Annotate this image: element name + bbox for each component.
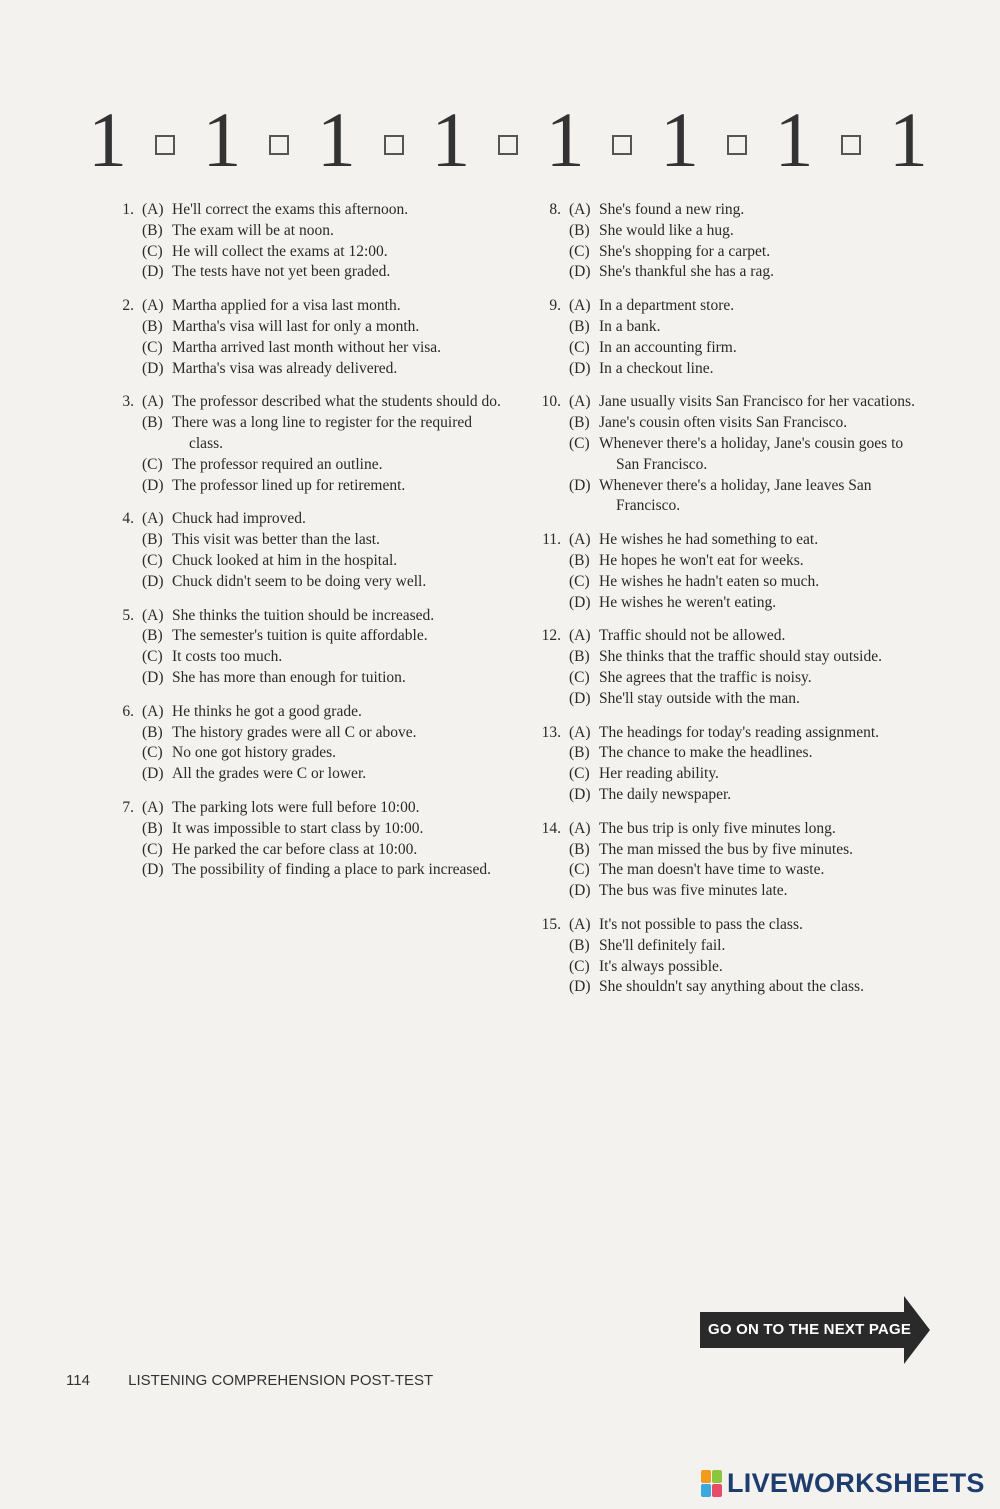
answer-option[interactable] — [535, 338, 930, 359]
question-number: 13. — [541, 723, 561, 741]
answer-option[interactable] — [108, 242, 508, 263]
option-letter: (B) — [569, 221, 590, 239]
answer-option[interactable] — [535, 359, 930, 380]
answer-option[interactable] — [108, 626, 508, 647]
question-number — [535, 936, 569, 957]
option-letter: (C) — [569, 242, 590, 260]
question-number — [535, 881, 569, 902]
question-number: 15. — [541, 915, 561, 933]
question-number — [108, 476, 142, 497]
logo-square — [712, 1470, 722, 1483]
liveworksheets-logo-icon — [701, 1470, 723, 1498]
option-letter: (C) — [142, 840, 163, 858]
option-letter: (C) — [142, 242, 163, 260]
question — [108, 606, 508, 689]
questions-column-left — [108, 200, 508, 894]
option-text: She'll stay outside with the man. — [599, 689, 800, 707]
option-text: He will collect the exams at 12:00. — [172, 242, 388, 260]
question-number — [535, 359, 569, 380]
question — [535, 915, 930, 998]
option-letter: (B) — [142, 819, 163, 837]
option-letter: (C) — [142, 455, 163, 473]
answer-option[interactable] — [535, 915, 930, 936]
option-text: The history grades were all C or above. — [172, 723, 417, 741]
option-letter: (D) — [569, 882, 591, 900]
answer-option[interactable] — [535, 530, 930, 551]
question-number — [108, 743, 142, 764]
banner-numeral: 1 — [545, 96, 585, 183]
question-number — [108, 764, 142, 785]
question-number — [535, 221, 569, 242]
question — [535, 723, 930, 806]
logo-square — [701, 1484, 711, 1497]
banner-numeral: 1 — [431, 96, 471, 183]
answer-option[interactable] — [108, 509, 508, 530]
question-number — [535, 860, 569, 881]
answer-option[interactable] — [108, 262, 508, 283]
option-letter: (C) — [569, 434, 590, 452]
question-number — [108, 338, 142, 359]
option-text: He thinks he got a good grade. — [172, 702, 362, 720]
option-letter: (B) — [569, 744, 590, 762]
answer-option[interactable] — [535, 881, 930, 902]
question — [108, 509, 508, 592]
question-number: 12. — [541, 627, 561, 645]
question-number — [108, 551, 142, 572]
question-number — [108, 819, 142, 840]
option-text: He'll correct the exams this afternoon. — [172, 201, 409, 218]
liveworksheets-brand: LIVEWORKSHEETS — [727, 1468, 985, 1498]
answer-option[interactable] — [108, 530, 508, 551]
answer-option[interactable] — [535, 957, 930, 978]
question — [535, 200, 930, 283]
question-number — [108, 242, 142, 263]
answer-option[interactable] — [535, 626, 930, 647]
question — [108, 702, 508, 785]
option-text: In an accounting firm. — [599, 338, 737, 356]
question-number: 10. — [541, 393, 561, 411]
question-number — [108, 221, 142, 242]
option-text: It's not possible to pass the class. — [599, 915, 803, 933]
option-letter: (B) — [142, 414, 163, 432]
answer-option[interactable] — [535, 647, 930, 668]
option-text: The professor lined up for retirement. — [172, 476, 406, 494]
question-number: 4. — [122, 510, 134, 528]
question — [108, 798, 508, 881]
option-text: The possibility of finding a place to park increased. — [172, 861, 491, 879]
option-letter: (A) — [142, 393, 164, 411]
option-letter: (A) — [569, 393, 591, 411]
answer-option[interactable] — [108, 296, 508, 317]
logo-square — [701, 1470, 711, 1483]
option-letter: (B) — [142, 723, 163, 741]
answer-option[interactable] — [535, 785, 930, 806]
question-number: 14. — [541, 819, 561, 837]
option-letter: (A) — [569, 201, 591, 218]
question-number: 3. — [122, 393, 134, 411]
answer-option[interactable] — [535, 668, 930, 689]
question-number — [535, 647, 569, 668]
option-letter: (C) — [569, 861, 590, 879]
option-letter: (A) — [569, 915, 591, 933]
banner-numeral: 1 — [774, 96, 814, 183]
answer-option[interactable] — [535, 572, 930, 593]
banner-numeral: 1 — [316, 96, 356, 183]
answer-option[interactable] — [108, 798, 508, 819]
option-letter: (A) — [569, 627, 591, 645]
option-letter: (C) — [142, 648, 163, 666]
option-text: In a department store. — [599, 297, 735, 315]
option-letter: (C) — [569, 338, 590, 356]
question-number — [535, 689, 569, 710]
option-letter: (D) — [142, 476, 164, 494]
question-number — [535, 413, 569, 434]
question — [108, 392, 508, 496]
option-letter: (A) — [569, 531, 591, 549]
option-text: The chance to make the headlines. — [599, 744, 813, 762]
question-number — [535, 977, 569, 998]
answer-option[interactable] — [108, 317, 508, 338]
option-letter: (B) — [569, 414, 590, 432]
question-number — [535, 764, 569, 785]
question-number: 11. — [542, 531, 561, 549]
option-text: Martha applied for a visa last month. — [172, 297, 401, 315]
question — [108, 200, 508, 283]
banner-square-icon — [612, 135, 632, 155]
answer-option[interactable] — [108, 702, 508, 723]
option-letter: (D) — [142, 359, 164, 377]
question-number — [535, 785, 569, 806]
answer-option[interactable] — [108, 392, 508, 413]
answer-option[interactable] — [108, 840, 508, 861]
question-number — [108, 647, 142, 668]
answer-option[interactable] — [535, 936, 930, 957]
option-text: Jane usually visits San Francisco for her vacations. — [599, 393, 915, 411]
option-text: The headings for today's reading assignment. — [599, 723, 879, 741]
option-letter: (A) — [142, 201, 164, 218]
answer-option[interactable] — [108, 819, 508, 840]
answer-option[interactable] — [535, 977, 930, 998]
answer-option[interactable] — [535, 317, 930, 338]
option-letter: (D) — [142, 263, 164, 281]
option-text: The daily newspaper. — [599, 785, 732, 803]
answer-option[interactable] — [108, 764, 508, 785]
option-letter: (C) — [142, 338, 163, 356]
question-number — [535, 262, 569, 283]
question — [108, 296, 508, 379]
question-number — [535, 840, 569, 861]
option-text: This visit was better than the last. — [172, 531, 380, 549]
option-letter: (A) — [569, 723, 591, 741]
option-text: He wishes he weren't eating. — [599, 593, 777, 611]
answer-option[interactable] — [535, 840, 930, 861]
answer-option[interactable] — [108, 860, 508, 881]
answer-option[interactable] — [108, 200, 508, 221]
answer-option[interactable] — [535, 242, 930, 263]
question-number — [535, 743, 569, 764]
answer-option[interactable] — [535, 392, 930, 413]
option-letter: (C) — [142, 551, 163, 569]
option-letter: (A) — [569, 819, 591, 837]
option-letter: (C) — [569, 765, 590, 783]
option-text: In a bank. — [599, 317, 661, 335]
answer-option[interactable] — [535, 200, 930, 221]
banner-numeral: 1 — [202, 96, 242, 183]
option-text: Chuck had improved. — [172, 510, 306, 528]
option-text: She thinks the tuition should be increased. — [172, 606, 435, 624]
option-text: He wishes he hadn't eaten so much. — [599, 572, 820, 590]
question-number — [108, 840, 142, 861]
answer-option[interactable] — [535, 860, 930, 881]
option-text: Traffic should not be allowed. — [599, 627, 786, 645]
option-letter: (D) — [569, 593, 591, 611]
answer-option[interactable] — [535, 476, 930, 518]
option-text: It's always possible. — [599, 957, 723, 975]
option-letter: (A) — [142, 510, 164, 528]
option-letter: (B) — [142, 221, 163, 239]
section-banner — [88, 96, 928, 183]
option-letter: (B) — [142, 317, 163, 335]
page-footer — [66, 1372, 433, 1389]
question-number — [535, 551, 569, 572]
option-text: The parking lots were full before 10:00. — [172, 798, 420, 816]
option-text: She's shopping for a carpet. — [599, 242, 771, 260]
question — [535, 296, 930, 379]
option-text: It was impossible to start class by 10:00. — [172, 819, 424, 837]
answer-option[interactable] — [108, 551, 508, 572]
option-letter: (D) — [569, 978, 591, 996]
question-number — [535, 434, 569, 476]
next-page-button[interactable] — [700, 1296, 932, 1364]
option-text: The man doesn't have time to waste. — [599, 861, 825, 879]
option-text: The man missed the bus by five minutes. — [599, 840, 853, 858]
option-text: The tests have not yet been graded. — [172, 263, 391, 281]
answer-option[interactable] — [535, 262, 930, 283]
answer-option[interactable] — [108, 455, 508, 476]
question-number — [535, 957, 569, 978]
question-number — [535, 593, 569, 614]
option-text: It costs too much. — [172, 648, 283, 666]
option-text: He wishes he had something to eat. — [599, 531, 819, 549]
option-text: She's found a new ring. — [599, 201, 745, 218]
option-text: No one got history grades. — [172, 744, 337, 762]
option-letter: (D) — [142, 668, 164, 686]
question — [535, 392, 930, 517]
option-text: The professor required an outline. — [172, 455, 383, 473]
question-number — [108, 317, 142, 338]
question-number: 2. — [122, 297, 134, 315]
question — [535, 530, 930, 613]
question — [535, 626, 930, 709]
question-number: 6. — [122, 702, 134, 720]
banner-square-icon — [384, 135, 404, 155]
banner-square-icon — [498, 135, 518, 155]
question-number — [535, 668, 569, 689]
option-letter: (D) — [569, 689, 591, 707]
answer-option[interactable] — [108, 476, 508, 497]
answer-option[interactable] — [535, 296, 930, 317]
answer-option[interactable] — [535, 743, 930, 764]
option-text: She shouldn't say anything about the class. — [599, 978, 864, 996]
question — [535, 819, 930, 902]
option-letter: (D) — [569, 263, 591, 281]
option-letter: (C) — [569, 572, 590, 590]
option-text: There was a long line to register for the required class. — [172, 414, 472, 452]
option-text: Chuck didn't seem to be doing very well. — [172, 572, 427, 590]
question-number — [108, 413, 142, 455]
option-text: She'll definitely fail. — [599, 936, 726, 954]
question-number — [535, 476, 569, 518]
answer-option[interactable] — [108, 359, 508, 380]
liveworksheets-watermark — [701, 1468, 985, 1499]
banner-square-icon — [269, 135, 289, 155]
question-number — [108, 455, 142, 476]
answer-option[interactable] — [535, 413, 930, 434]
option-letter: (A) — [142, 297, 164, 315]
option-letter: (D) — [569, 476, 591, 494]
question-number: 7. — [122, 798, 134, 816]
page-number: 114 — [66, 1372, 90, 1389]
answer-option[interactable] — [108, 743, 508, 764]
option-text: The exam will be at noon. — [172, 221, 334, 239]
answer-option[interactable] — [108, 647, 508, 668]
option-text: She agrees that the traffic is noisy. — [599, 668, 812, 686]
option-letter: (B) — [569, 936, 590, 954]
option-text: Her reading ability. — [599, 765, 719, 783]
option-text: She thinks that the traffic should stay outside. — [599, 648, 882, 666]
option-letter: (C) — [142, 744, 163, 762]
option-text: In a checkout line. — [599, 359, 714, 377]
option-letter: (D) — [142, 765, 164, 783]
option-text: Whenever there's a holiday, Jane's cousin goes to San Francisco. — [599, 434, 904, 473]
answer-option[interactable] — [535, 551, 930, 572]
option-text: Martha arrived last month without her visa. — [172, 338, 442, 356]
answer-option[interactable] — [535, 434, 930, 476]
question-number — [108, 530, 142, 551]
question-number — [108, 359, 142, 380]
banner-square-icon — [841, 135, 861, 155]
question-number — [108, 262, 142, 283]
banner-numeral: 1 — [88, 96, 127, 183]
question-number — [108, 723, 142, 744]
question-number: 1. — [122, 201, 134, 218]
option-text: Martha's visa was already delivered. — [172, 359, 398, 377]
option-text: Martha's visa will last for only a month. — [172, 317, 420, 335]
option-letter: (D) — [142, 572, 164, 590]
question-number — [535, 242, 569, 263]
option-letter: (B) — [569, 840, 590, 858]
option-letter: (B) — [142, 627, 163, 645]
option-letter: (B) — [569, 317, 590, 335]
question-number — [108, 626, 142, 647]
answer-option[interactable] — [108, 668, 508, 689]
option-text: The bus was five minutes late. — [599, 882, 788, 900]
banner-square-icon — [155, 135, 175, 155]
answer-option[interactable] — [108, 723, 508, 744]
answer-option[interactable] — [108, 338, 508, 359]
answer-option[interactable] — [108, 221, 508, 242]
option-text: The semester's tuition is quite affordable. — [172, 627, 428, 645]
answer-option[interactable] — [535, 593, 930, 614]
question-number — [535, 572, 569, 593]
option-text: He hopes he won't eat for weeks. — [599, 551, 804, 569]
option-letter: (D) — [569, 785, 591, 803]
option-letter: (A) — [569, 297, 591, 315]
option-letter: (C) — [569, 668, 590, 686]
option-letter: (B) — [142, 531, 163, 549]
question-number — [535, 338, 569, 359]
answer-option[interactable] — [108, 606, 508, 627]
option-text: All the grades were C or lower. — [172, 765, 367, 783]
question-number — [108, 668, 142, 689]
answer-option[interactable] — [108, 413, 508, 455]
questions-column-right — [535, 200, 930, 1011]
option-letter: (B) — [569, 551, 590, 569]
question-number: 9. — [549, 297, 561, 315]
answer-option[interactable] — [535, 723, 930, 744]
answer-option[interactable] — [108, 572, 508, 593]
section-title: LISTENING COMPREHENSION POST-TEST — [128, 1372, 434, 1389]
question-number: 8. — [549, 201, 561, 218]
option-text: She would like a hug. — [599, 221, 734, 239]
question-number: 5. — [122, 606, 134, 624]
question-number — [108, 860, 142, 881]
option-text: She's thankful she has a rag. — [599, 263, 774, 281]
option-letter: (D) — [569, 359, 591, 377]
question-number — [535, 317, 569, 338]
question-number — [108, 572, 142, 593]
option-text: The bus trip is only five minutes long. — [599, 819, 836, 837]
banner-square-icon — [727, 135, 747, 155]
answer-option[interactable] — [535, 819, 930, 840]
option-text: She has more than enough for tuition. — [172, 668, 406, 686]
option-text: Whenever there's a holiday, Jane leaves San Francisco. — [599, 476, 872, 515]
option-letter: (B) — [569, 648, 590, 666]
option-text: Jane's cousin often visits San Francisco. — [599, 414, 848, 432]
option-letter: (A) — [142, 702, 164, 720]
option-letter: (D) — [142, 861, 164, 879]
logo-square — [712, 1484, 722, 1497]
answer-option[interactable] — [535, 221, 930, 242]
banner-numeral: 1 — [660, 96, 700, 183]
next-page-label: GO ON TO THE NEXT PAGE — [708, 1321, 912, 1338]
option-letter: (C) — [569, 957, 590, 975]
banner-numeral: 1 — [888, 96, 928, 183]
option-letter: (A) — [142, 606, 164, 624]
option-text: He parked the car before class at 10:00. — [172, 840, 418, 858]
option-text: The professor described what the students should do. — [172, 393, 501, 411]
answer-option[interactable] — [535, 689, 930, 710]
option-letter: (A) — [142, 798, 164, 816]
option-text: Chuck looked at him in the hospital. — [172, 551, 398, 569]
answer-option[interactable] — [535, 764, 930, 785]
